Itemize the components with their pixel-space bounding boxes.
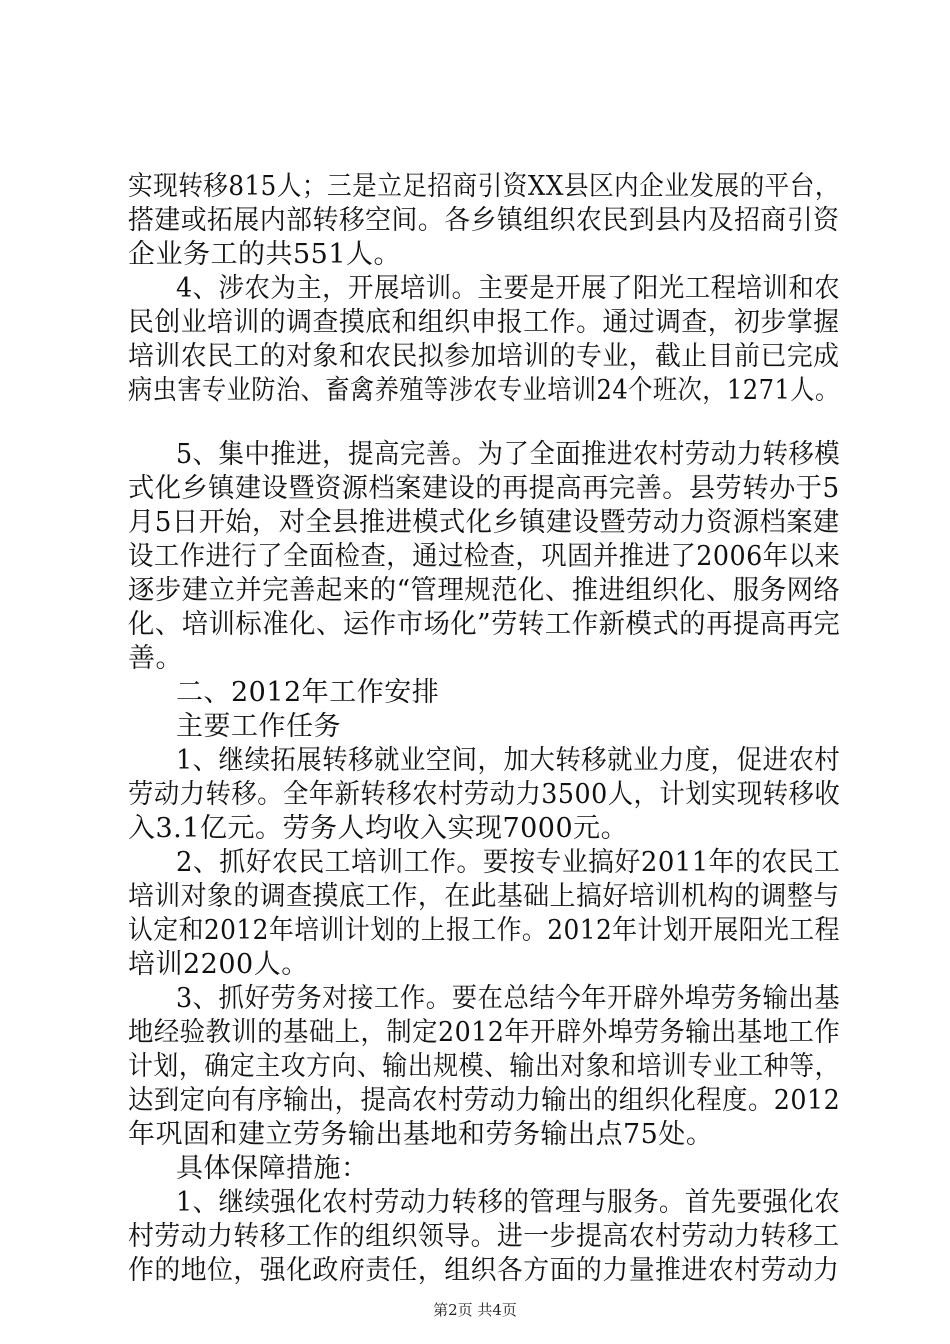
body-line-9: 式化乡镇建设暨资源档案建设的再提高再完善。县劳转办于5 (128, 473, 840, 504)
body-line-25: 地经验教训的基础上，制定2012年开辟外埠劳务输出基地工作 (128, 1017, 841, 1048)
body-line-13: 化、培训标准化、运作市场化”劳转工作新模式的再提高再完 (128, 609, 841, 640)
body-line-7: 病虫害专业防治、畜禽养殖等涉农专业培训24个班次，1271人。 (128, 375, 840, 406)
body-line-14: 善。 (128, 643, 183, 674)
subsection-heading-measures: 具体保障措施： (176, 1153, 369, 1184)
body-line-4: 4、涉农为主，开展培训。主要是开展了阳光工程培训和农 (176, 273, 841, 304)
body-line-23: 培训2200人。 (128, 949, 309, 980)
body-line-28: 年巩固和建立劳务输出基地和劳务输出点75处。 (128, 1119, 714, 1150)
body-line-31: 村劳动力转移工作的组织领导。进一步提高农村劳动力转移工 (128, 1221, 840, 1252)
body-line-24: 3、抓好劳务对接工作。要在总结今年开辟外埠劳务输出基 (176, 983, 841, 1014)
body-line-26: 计划，确定主攻方向、输出规模、输出对象和培训专业工种等， (128, 1051, 840, 1082)
subsection-heading-tasks: 主要工作任务 (176, 711, 341, 742)
body-line-6: 培训农民工的对象和农民拟参加培训的专业，截止目前已完成 (128, 341, 840, 372)
body-line-2: 搭建或拓展内部转移空间。各乡镇组织农民到县内及招商引资 (128, 205, 840, 236)
body-line-18: 劳动力转移。全年新转移农村劳动力3500人，计划实现转移收 (128, 779, 841, 810)
body-line-19: 入3.1亿元。劳务人均收入实现7000元。 (128, 813, 629, 844)
body-line-1: 实现转移815人；三是立足招商引资XX县区内企业发展的平台， (128, 171, 840, 202)
body-line-17: 1、继续拓展转移就业空间，加大转移就业力度，促进农村 (176, 745, 841, 776)
body-line-10: 月5日开始，对全县推进模式化乡镇建设暨劳动力资源档案建 (128, 507, 840, 538)
body-line-21: 培训对象的调查摸底工作，在此基础上搞好培训机构的调整与 (128, 881, 840, 912)
body-line-3: 企业务工的共551人。 (128, 239, 402, 270)
body-line-8: 5、集中推进，提高完善。为了全面推进农村劳动力转移模 (176, 439, 841, 470)
body-line-20: 2、抓好农民工培训工作。要按专业搞好2011年的农民工 (176, 847, 841, 878)
body-line-11: 设工作进行了全面检查，通过检查，巩固并推进了2006年以来 (128, 541, 841, 572)
section-heading: 二、2012年工作安排 (176, 677, 440, 708)
body-line-30: 1、继续强化农村劳动力转移的管理与服务。首先要强化农 (176, 1187, 841, 1218)
body-line-12: 逐步建立并完善起来的“管理规范化、推进组织化、服务网络 (128, 575, 841, 606)
body-line-32: 作的地位，强化政府责任，组织各方面的力量推进农村劳动力 (128, 1255, 840, 1286)
page-number-footer: 第2页 共4页 (433, 1301, 517, 1319)
body-line-22: 认定和2012年培训计划的上报工作。2012年计划开展阳光工程 (128, 915, 840, 946)
body-line-27: 达到定向有序输出，提高农村劳动力输出的组织化程度。2012 (128, 1085, 841, 1116)
body-line-5: 民创业培训的调查摸底和组织申报工作。通过调查，初步掌握 (128, 307, 840, 338)
